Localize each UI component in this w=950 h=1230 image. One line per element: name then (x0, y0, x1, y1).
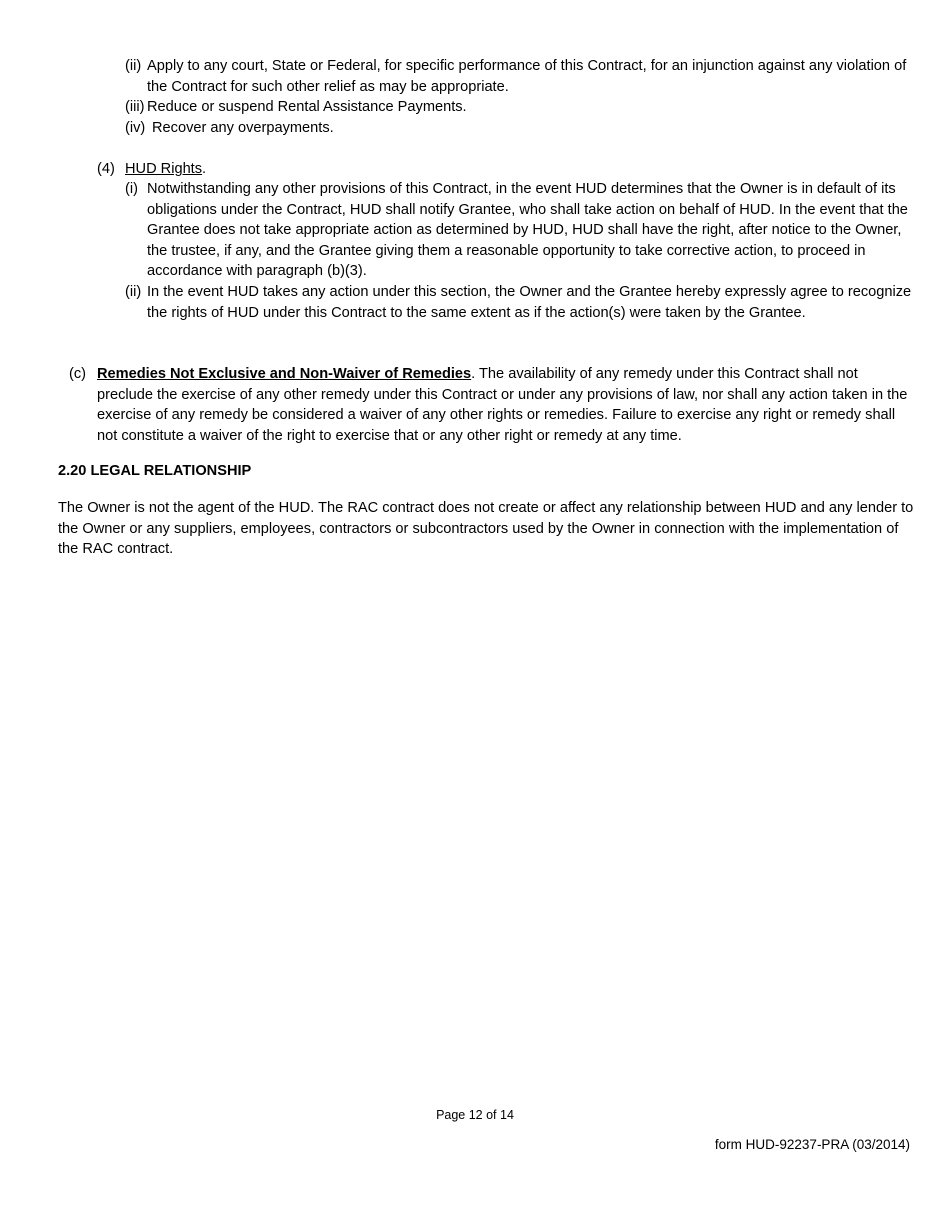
section-body: The Owner is not the agent of the HUD. The RAC contract does not create or affect any relationship between HUD and any lender to the Owner or any suppliers, employees, contractors or subcontractors used by the Owner in connection with the implementation of the RAC contract. (58, 500, 914, 557)
page-number: Page 12 of 14 (436, 1108, 514, 1122)
list-label: (ii) (125, 58, 142, 74)
remedies-title: Remedies Not Exclusive and Non-Waiver of Remedies (97, 366, 472, 382)
list-text: In the event HUD takes any action under this section, the Owner and the Grantee hereby expressly agree to recognize the rights of HUD under this Contract to the same extent as if the action(s) were taken by the Grantee. (147, 284, 912, 321)
form-identifier: form HUD-92237-PRA (03/2014) (714, 1137, 910, 1152)
list-label: (i) (125, 181, 138, 197)
list-text: Recover any overpayments. (152, 120, 334, 136)
list-label: (iii) (125, 99, 145, 115)
list-text: Notwithstanding any other provisions of this Contract, in the event HUD determines that the Owner is in default of its obligations under the Contract, HUD shall notify Grantee, who shall take action on behalf of HUD. In the event that the Grantee does not take appropriate action as determined by HUD, HUD shall have the right, after notice to the Owner, the trustee, if any, and the Grantee giving them a reasonable opportunity to take corrective action, to proceed in accordance with paragraph (b)(3). (147, 181, 908, 279)
hud-rights-period: . (202, 161, 207, 177)
list-text: Apply to any court, State or Federal, for specific performance of this Contract, for an injunction against any violation of the Contract for such other relief as may be appropriate. (147, 58, 907, 95)
list-text: Reduce or suspend Rental Assistance Payments. (147, 99, 467, 115)
list-label: (ii) (125, 284, 142, 300)
list-label: (4) (97, 161, 115, 177)
remedies-text: . The availability of any remedy under this Contract shall not preclude the exercise of any other remedy under this Contract or under any provisions of law, nor shall any action taken in the exercise of any remedy be considered a waiver of any other rights or remedies. Failure to exercise any right or remedy shall not constitute a waiver of the right to exercise that or any other right or remedy at any time. (97, 366, 908, 444)
list-label: (iv) (125, 120, 146, 136)
list-label: (c) (69, 366, 87, 382)
hud-rights-title: HUD Rights (125, 161, 203, 177)
section-heading: 2.20 LEGAL RELATIONSHIP (58, 463, 252, 479)
